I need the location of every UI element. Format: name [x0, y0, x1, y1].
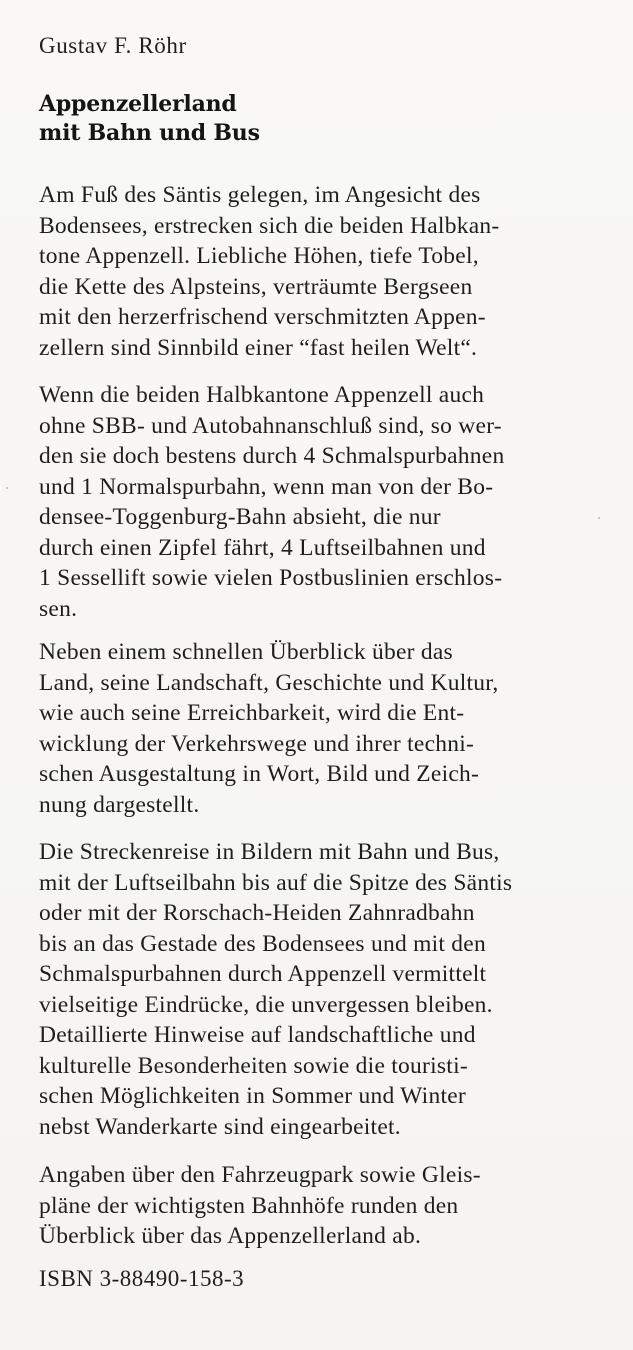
paragraph-line: und 1 Normalspurbahn, wenn man von der Bo- — [39, 473, 494, 500]
paragraph-line: kulturelle Besonderheiten sowie die touristi- — [39, 1052, 468, 1079]
paragraph-line: densee-Toggenburg-Bahn absieht, die nur — [39, 504, 441, 530]
paragraph-line: wicklung der Verkehrswege und ihrer techni- — [39, 730, 475, 757]
paragraph-line: tone Appenzell. Liebliche Höhen, tiefe Tobel, — [39, 243, 479, 269]
paragraph-line: nebst Wanderkarte sind eingearbeitet. — [39, 1113, 401, 1140]
paragraph-line: zellern sind Sinnbild einer “fast heilen Welt“. — [39, 334, 478, 361]
paper-speck — [598, 517, 600, 519]
paragraph-line: Wenn die beiden Halbkantone Appenzell auch — [39, 382, 485, 408]
paragraph-line: nung dargestellt. — [39, 791, 200, 818]
paragraph-line: vielseitige Eindrücke, die unvergessen bleiben. — [39, 991, 493, 1018]
book-title — [39, 90, 599, 148]
paragraph-line: oder mit der Rorschach-Heiden Zahnradbahn — [39, 900, 475, 926]
paragraph-line: Die Streckenreise in Bildern mit Bahn und Bus, — [39, 839, 500, 865]
paragraph-line: sen. — [39, 595, 78, 622]
author-name: Gustav F. Röhr — [39, 33, 187, 58]
paragraph-line: Am Fuß des Säntis gelegen, im Angesicht des — [39, 182, 481, 208]
paragraph-line: Bodensees, erstrecken sich die beiden Halbkan- — [39, 212, 500, 239]
paragraph-line: ohne SBB- und Autobahnanschluß sind, so wer- — [39, 412, 502, 439]
paragraph-line: Schmalspurbahnen durch Appenzell vermittelt — [39, 961, 487, 987]
paragraph-line: durch einen Zipfel fährt, 4 Luftseilbahnen und — [39, 534, 486, 561]
title-line-2: mit Bahn und Bus — [39, 120, 260, 146]
paragraph-line: 1 Sessellift sowie vielen Postbuslinien erschlos- — [39, 565, 503, 591]
paragraph-line: bis an das Gestade des Bodensees und mit den — [39, 930, 486, 957]
paragraph-line: mit der Luftseilbahn bis auf die Spitze des Säntis — [39, 869, 513, 896]
paragraph-line: schen Möglichkeiten in Sommer und Winter — [39, 1083, 466, 1109]
paragraph-4 — [39, 837, 599, 1142]
paragraph-line: schen Ausgestaltung in Wort, Bild und Zeich- — [39, 761, 480, 787]
paper-speck — [6, 487, 8, 489]
paragraph-line: Land, seine Landschaft, Geschichte und Kultur, — [39, 669, 499, 696]
paragraph-line: Angaben über den Fahrzeugpark sowie Gleis- — [39, 1162, 481, 1188]
paragraph-line: den sie doch bestens durch 4 Schmalspurbahnen — [39, 443, 505, 469]
paragraph-line: mit den herzerfrischend verschmitzten Appen- — [39, 304, 486, 330]
paragraph-3 — [39, 637, 599, 820]
paragraph-5 — [39, 1160, 599, 1252]
paragraph-line: pläne der wichtigsten Bahnhöfe runden den — [39, 1192, 459, 1219]
paragraph-line: wie auch seine Erreichbarkeit, wird die Ent- — [39, 700, 465, 726]
paragraph-line: die Kette des Alpsteins, verträumte Bergseen — [39, 273, 473, 300]
isbn-number: ISBN 3-88490-158-3 — [39, 1266, 245, 1291]
paragraph-line: Überblick über das Appenzellerland ab. — [39, 1223, 422, 1249]
paragraph-line: Detaillierte Hinweise auf landschaftliche und — [39, 1022, 476, 1048]
title-line-1: Appenzellerland — [39, 91, 237, 117]
paragraph-line: Neben einem schnellen Überblick über das — [39, 639, 453, 665]
paragraph-1 — [39, 180, 599, 363]
paragraph-2 — [39, 380, 599, 624]
